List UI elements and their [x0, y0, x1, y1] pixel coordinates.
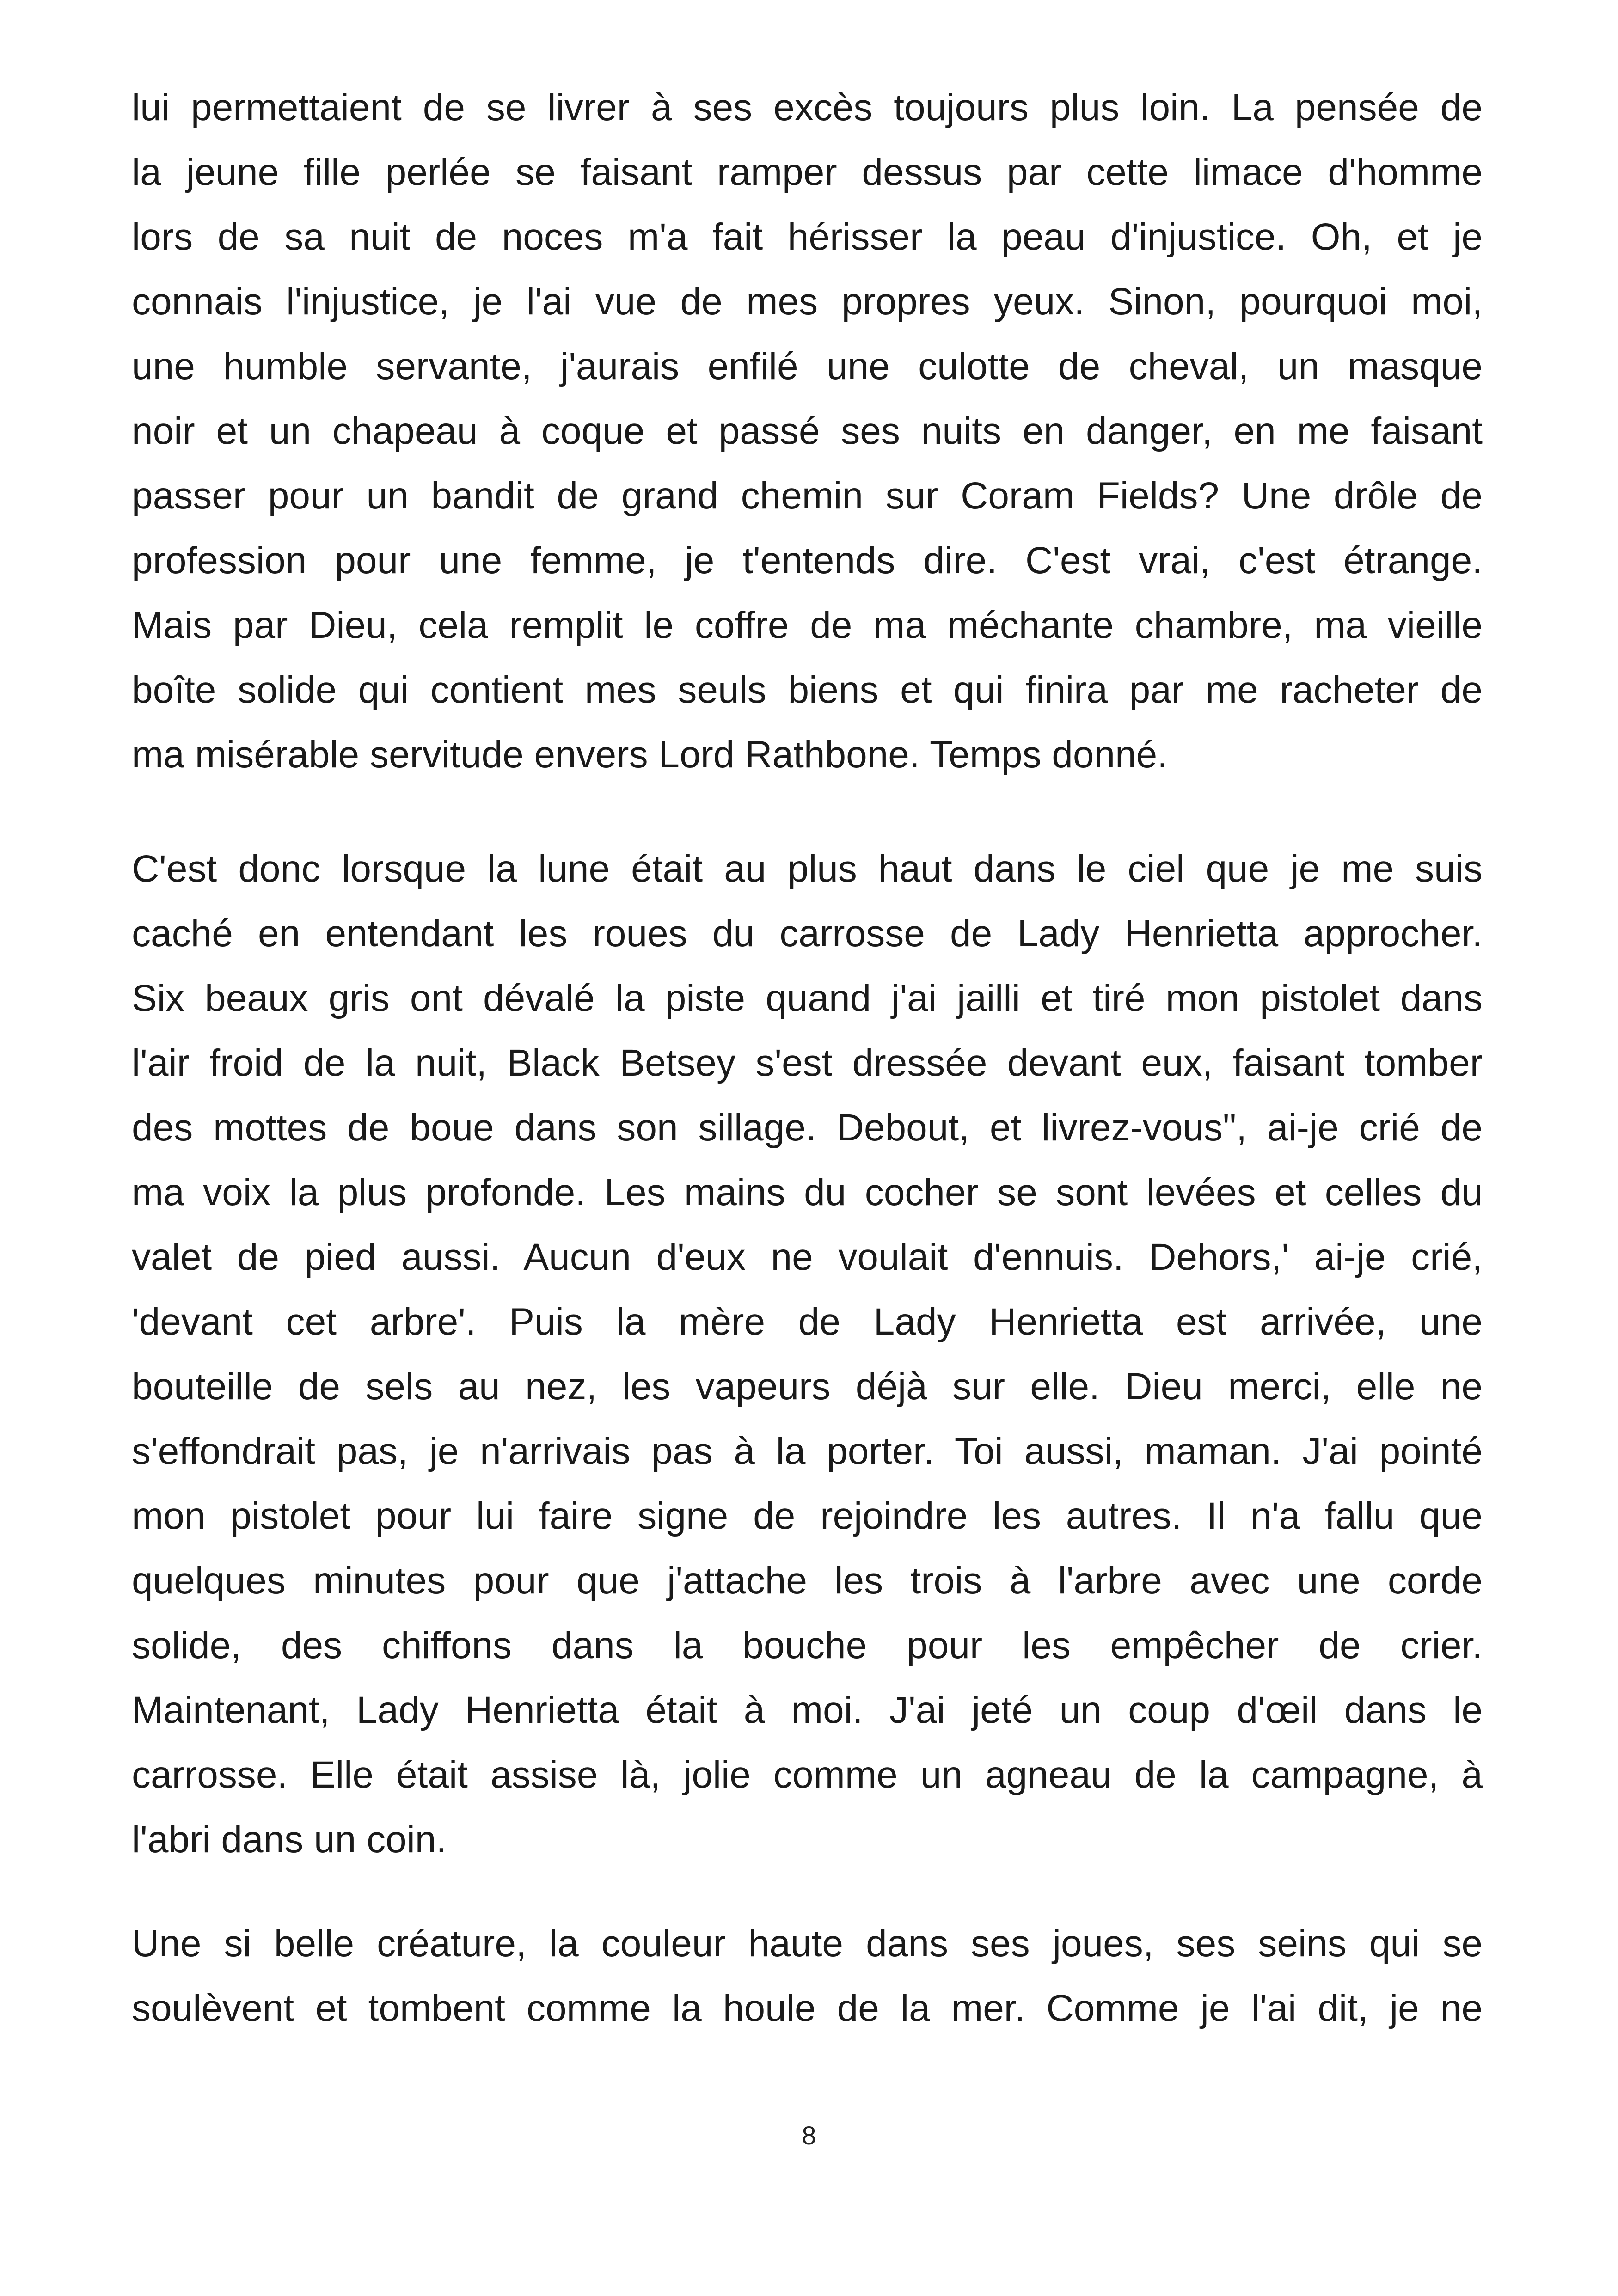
text-line: C'est donc lorsque la lune était au plus haut dans le ciel que je me suis	[132, 848, 1483, 890]
paragraph-2	[132, 837, 1483, 1872]
text-line: lui permettaient de se livrer à ses excès toujours plus loin. La pensée de	[132, 86, 1483, 129]
text-line: s'effondrait pas, je n'arrivais pas à la porter. Toi aussi, maman. J'ai pointé	[132, 1430, 1483, 1472]
text-line: lors de sa nuit de noces m'a fait hérisser la peau d'injustice. Oh, et je	[132, 216, 1483, 258]
text-line: boîte solide qui contient mes seuls biens et qui finira par me racheter de	[132, 669, 1483, 711]
text-line: passer pour un bandit de grand chemin sur Coram Fields? Une drôle de	[132, 475, 1483, 517]
text-line: ma misérable servitude envers Lord Rathbone. Temps donné.	[132, 734, 1168, 776]
text-line: carrosse. Elle était assise là, jolie comme un agneau de la campagne, à	[132, 1754, 1483, 1796]
text-line: bouteille de sels au nez, les vapeurs déjà sur elle. Dieu merci, elle ne	[132, 1365, 1483, 1408]
text-line: profession pour une femme, je t'entends dire. C'est vrai, c'est étrange.	[132, 539, 1483, 582]
text-line: ma voix la plus profonde. Les mains du cocher se sont levées et celles du	[132, 1171, 1483, 1213]
text-line: l'abri dans un coin.	[132, 1818, 447, 1861]
text-line: une humble servante, j'aurais enfilé une culotte de cheval, un masque	[132, 345, 1483, 387]
paragraph-1	[132, 75, 1483, 787]
text-line: solide, des chiffons dans la bouche pour les empêcher de crier.	[132, 1624, 1483, 1666]
text-line: valet de pied aussi. Aucun d'eux ne voulait d'ennuis. Dehors,' ai-je crié,	[132, 1236, 1483, 1278]
page-number: 8	[802, 2121, 816, 2150]
text-line: connais l'injustice, je l'ai vue de mes propres yeux. Sinon, pourquoi moi,	[132, 281, 1483, 323]
text-line: quelques minutes pour que j'attache les trois à l'arbre avec une corde	[132, 1560, 1483, 1602]
text-line: mon pistolet pour lui faire signe de rejoindre les autres. Il n'a fallu que	[132, 1495, 1483, 1537]
text-line: Six beaux gris ont dévalé la piste quand j'ai jailli et tiré mon pistolet dans	[132, 977, 1483, 1019]
text-line: 'devant cet arbre'. Puis la mère de Lady Henrietta est arrivée, une	[132, 1301, 1483, 1343]
text-line: soulèvent et tombent comme la houle de la mer. Comme je l'ai dit, je ne	[132, 1987, 1483, 2029]
text-line: caché en entendant les roues du carrosse de Lady Henrietta approcher.	[132, 912, 1483, 955]
text-line: l'air froid de la nuit, Black Betsey s'est dressée devant eux, faisant tomber	[132, 1042, 1483, 1084]
text-line: Maintenant, Lady Henrietta était à moi. J'ai jeté un coup d'œil dans le	[132, 1689, 1483, 1731]
text-line: Mais par Dieu, cela remplit le coffre de ma méchante chambre, ma vieille	[132, 604, 1483, 646]
text-line: Une si belle créature, la couleur haute dans ses joues, ses seins qui se	[132, 1923, 1483, 1965]
text-line: noir et un chapeau à coque et passé ses nuits en danger, en me faisant	[132, 410, 1483, 452]
paragraph-3	[132, 1911, 1483, 2041]
text-line: la jeune fille perlée se faisant ramper dessus par cette limace d'homme	[132, 151, 1483, 193]
text-line: des mottes de boue dans son sillage. Debout, et livrez-vous", ai-je crié de	[132, 1107, 1483, 1149]
